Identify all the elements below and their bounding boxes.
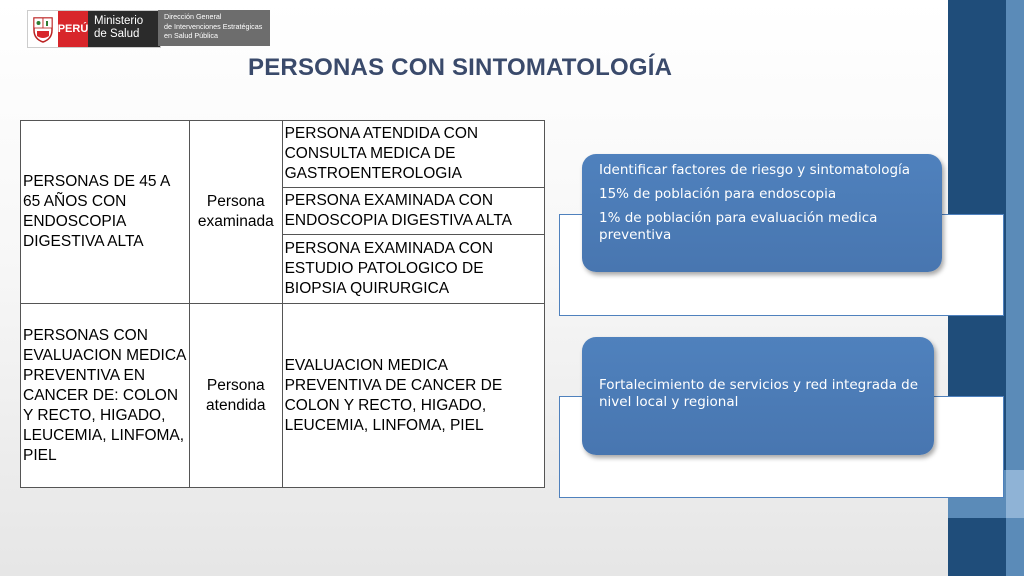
data-table [20, 120, 545, 488]
side-bar-accent-light [1006, 470, 1024, 518]
card-line: 15% de población para endoscopia [599, 186, 837, 202]
ministry-line-2: de Salud [94, 28, 140, 40]
coat-of-arms-icon [28, 11, 58, 47]
unit-cell: Persona examinada [189, 121, 282, 304]
card-line: Identificar factores de riesgo y sintomatología [599, 162, 911, 178]
unit-cell: Persona atendida [189, 304, 282, 488]
item-cell: PERSONA EXAMINADA CON ESTUDIO PATOLOGICO DE BIOPSIA QUIRURGICA [282, 235, 544, 304]
peru-label: PERÚ [58, 11, 88, 47]
card-line: 1% de población para evaluación medica preventiva [599, 210, 878, 243]
item-cell: PERSONA EXAMINADA CON ENDOSCOPIA DIGESTIVA ALTA [282, 188, 544, 235]
item-cell: EVALUACION MEDICA PREVENTIVA DE CANCER DE COLON Y RECTO, HIGADO, LEUCEMIA, LINFOMA, PIEL [282, 304, 544, 488]
ministry-logo [27, 10, 161, 48]
direction-line-1: Dirección General [164, 12, 222, 21]
direction-line-3: en Salud Pública [164, 31, 218, 40]
page-title: PERSONAS CON SINTOMATOLOGÍA [248, 54, 673, 81]
ministry-line-1: Ministerio [94, 15, 144, 27]
strategy-card-1 [582, 154, 942, 272]
table-row [21, 304, 545, 488]
card-line: Fortalecimiento de servicios y red integrada de nivel local y regional [599, 377, 919, 410]
direction-logo [158, 10, 270, 46]
table-row [21, 121, 545, 188]
item-cell: PERSONA ATENDIDA CON CONSULTA MEDICA DE GASTROENTEROLOGIA [282, 121, 544, 188]
ministry-label [88, 11, 160, 47]
direction-line-2: de Intervenciones Estratégicas [164, 21, 263, 31]
population-cell: PERSONAS CON EVALUACION MEDICA PREVENTIVA EN CANCER DE: COLON Y RECTO, HIGADO, LEUCEMIA, LINFOMA, PIEL [21, 304, 190, 488]
strategy-card-2 [582, 337, 934, 455]
population-cell: PERSONAS DE 45 A 65 AÑOS CON ENDOSCOPIA DIGESTIVA ALTA [21, 121, 190, 304]
